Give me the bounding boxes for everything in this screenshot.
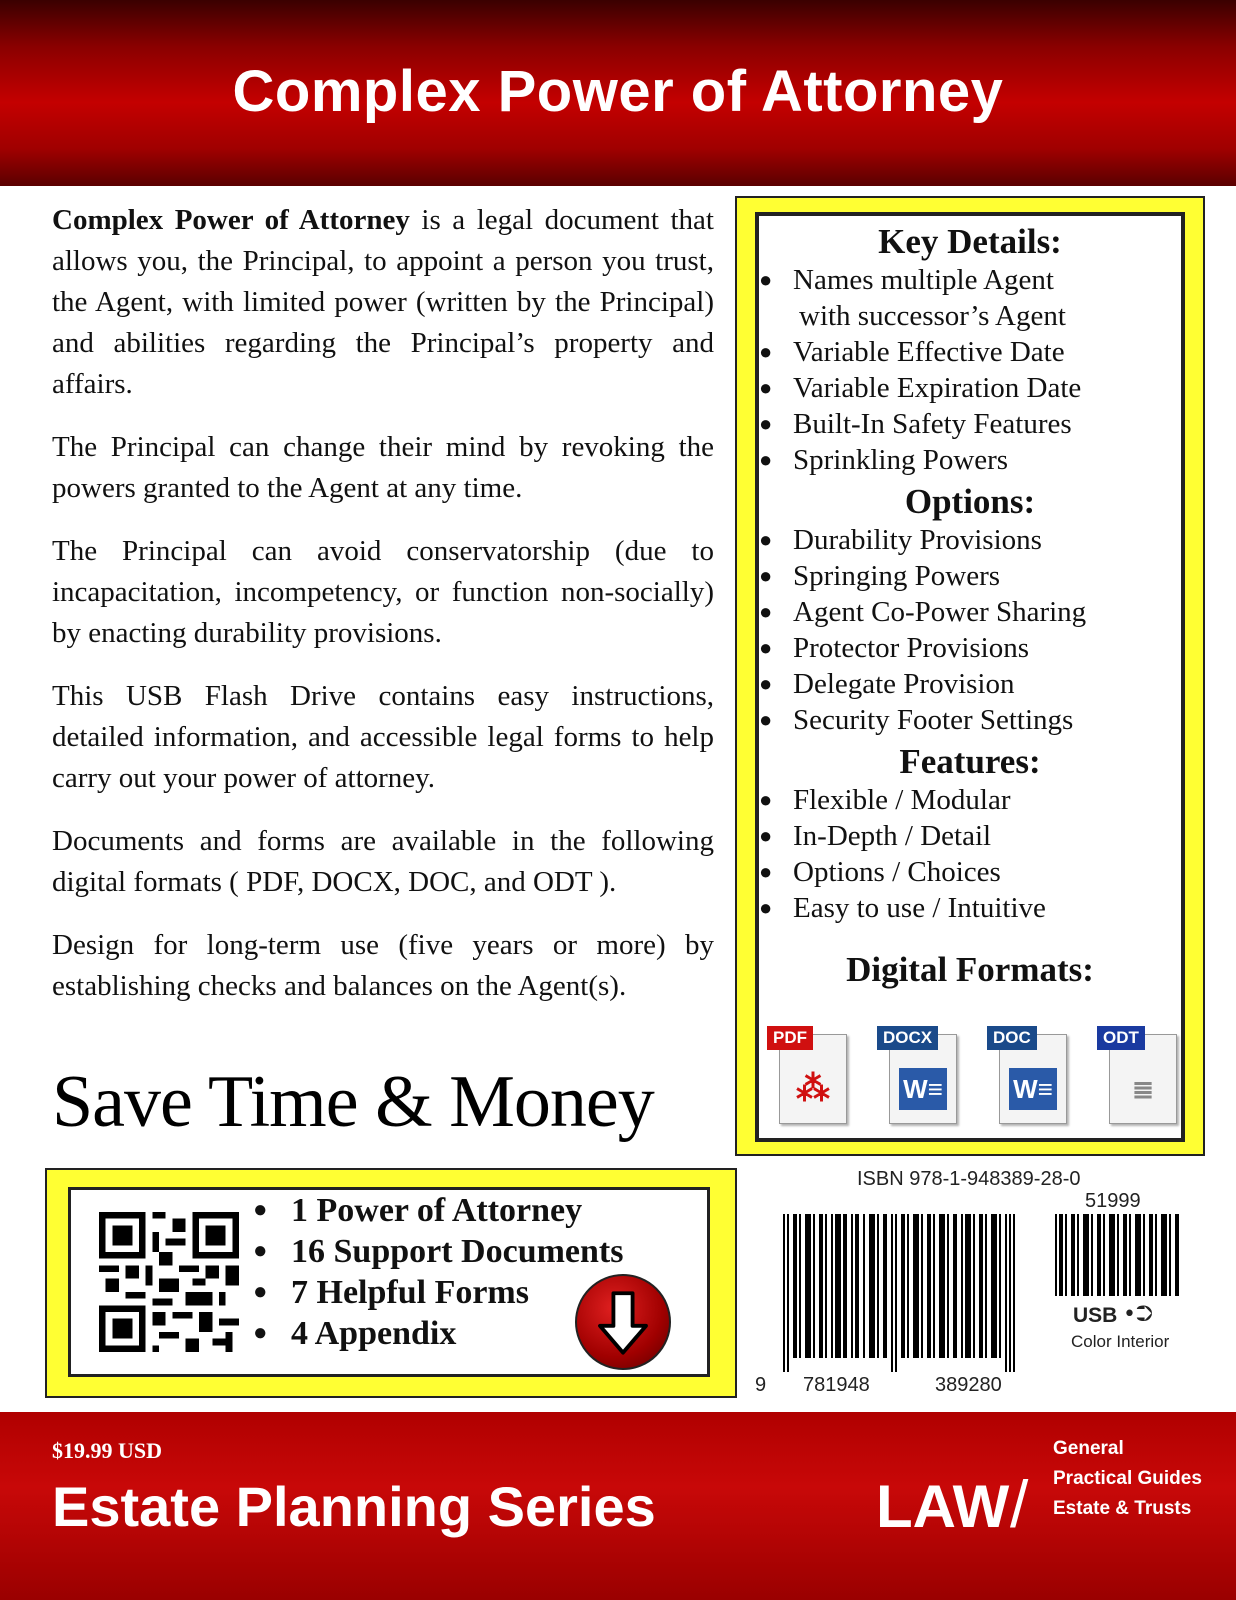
footer-banner: [0, 1412, 1236, 1600]
list-item: ● Delegate Provision: [759, 666, 1181, 702]
list-item: ● Protector Provisions: [759, 630, 1181, 666]
series-title: Estate Planning Series: [52, 1475, 656, 1538]
download-arrow-icon: [575, 1274, 671, 1370]
contents-list: [253, 1190, 623, 1354]
key-details-heading: Key Details:: [878, 222, 1062, 261]
list-item: ● In-Depth / Detail: [759, 818, 1181, 854]
intro-text: is a legal document that allows you, the Principal, to appoint a person you trust, the Agent, with limited power (written by the Principal) and abilities regarding the Principal’s property and affairs.: [52, 204, 714, 400]
page-title: Complex Power of Attorney: [232, 59, 1004, 124]
header-banner: [0, 0, 1236, 186]
docx-icon: DOCX W≡: [877, 1026, 957, 1126]
options-list: [759, 522, 1181, 738]
law-categories: [1053, 1434, 1202, 1524]
price-barcode: [1055, 1214, 1179, 1296]
list-item: ● 16 Support Documents: [253, 1231, 623, 1272]
list-item: ● Options / Choices: [759, 854, 1181, 890]
odt-icon: ODT ≣: [1097, 1026, 1177, 1126]
isbn-barcode: [783, 1214, 1015, 1372]
longterm-paragraph: Design for long-term use (five years or more) by establishing checks and balances on the Agent(s).: [52, 929, 714, 1002]
price-label: $19.99 USD: [52, 1438, 163, 1463]
list-item: ● Springing Powers: [759, 558, 1181, 594]
list-item: ● Easy to use / Intuitive: [759, 890, 1181, 926]
list-item: ● Sprinkling Powers: [759, 442, 1181, 478]
barcode-digit-lead: 9: [755, 1374, 767, 1396]
list-item: ● 4 Appendix: [253, 1313, 623, 1354]
law-line-estate: Estate & Trusts: [1053, 1498, 1192, 1519]
list-item: ● Agent Co-Power Sharing: [759, 594, 1181, 630]
features-heading: Features:: [899, 742, 1041, 781]
list-item: ● Flexible / Modular: [759, 782, 1181, 818]
law-slash: /: [1010, 1467, 1029, 1541]
conservatorship-paragraph: The Principal can avoid conservatorship (due to incapacitation, incompetency, or function non-socially) by enacting durability provisions.: [52, 535, 714, 649]
list-item: ● 7 Helpful Forms: [253, 1272, 623, 1313]
usb-paragraph: This USB Flash Drive contains easy instructions, detailed information, and accessible legal forms to help carry out your power of attorney.: [52, 680, 714, 794]
revoke-paragraph: The Principal can change their mind by revoking the powers granted to the Agent at any time.: [52, 431, 714, 504]
options-heading: Options:: [904, 482, 1036, 521]
price-code: 51999: [1085, 1190, 1141, 1212]
qr-code-icon: [99, 1212, 239, 1352]
key-details-box: [755, 212, 1185, 1142]
list-item: ● 1 Power of Attorney: [253, 1190, 623, 1231]
usb-label: USB: [1073, 1304, 1118, 1327]
contents-box: [68, 1187, 710, 1377]
barcode-area: [755, 1168, 1205, 1398]
barcode-digits-right: 389280: [935, 1374, 1002, 1396]
list-item: ● Variable Expiration Date: [759, 370, 1181, 406]
digital-formats-heading: Digital Formats:: [846, 950, 1094, 989]
features-list: [759, 782, 1181, 926]
intro-bold-title: Complex Power of Attorney: [52, 204, 410, 236]
tagline: Save Time & Money: [52, 1061, 654, 1143]
law-line-general: General: [1053, 1438, 1124, 1459]
list-item: ● Names multiple Agent with successor’s Agent: [759, 262, 1181, 334]
description-column: [52, 200, 714, 1029]
color-interior-label: Color Interior: [1071, 1332, 1170, 1351]
isbn-label: ISBN 978-1-948389-28-0: [857, 1168, 1081, 1190]
pdf-icon: PDF ⁂: [767, 1026, 847, 1126]
barcode-digits-left: 781948: [803, 1374, 870, 1396]
format-icons: [767, 1026, 1177, 1126]
law-line-guides: Practical Guides: [1053, 1468, 1202, 1489]
list-item: ● Built-In Safety Features: [759, 406, 1181, 442]
list-item: ● Security Footer Settings: [759, 702, 1181, 738]
doc-icon: DOC W≡: [987, 1026, 1067, 1126]
law-logo: LAW: [876, 1473, 1010, 1540]
intro-paragraph: [52, 200, 714, 405]
key-details-list: [759, 262, 1181, 478]
list-item: ● Variable Effective Date: [759, 334, 1181, 370]
usb-icon: •⮊: [1123, 1302, 1153, 1327]
formats-paragraph: Documents and forms are available in the following digital formats ( PDF, DOCX, DOC, and ODT ).: [52, 825, 714, 898]
list-item: ● Durability Provisions: [759, 522, 1181, 558]
